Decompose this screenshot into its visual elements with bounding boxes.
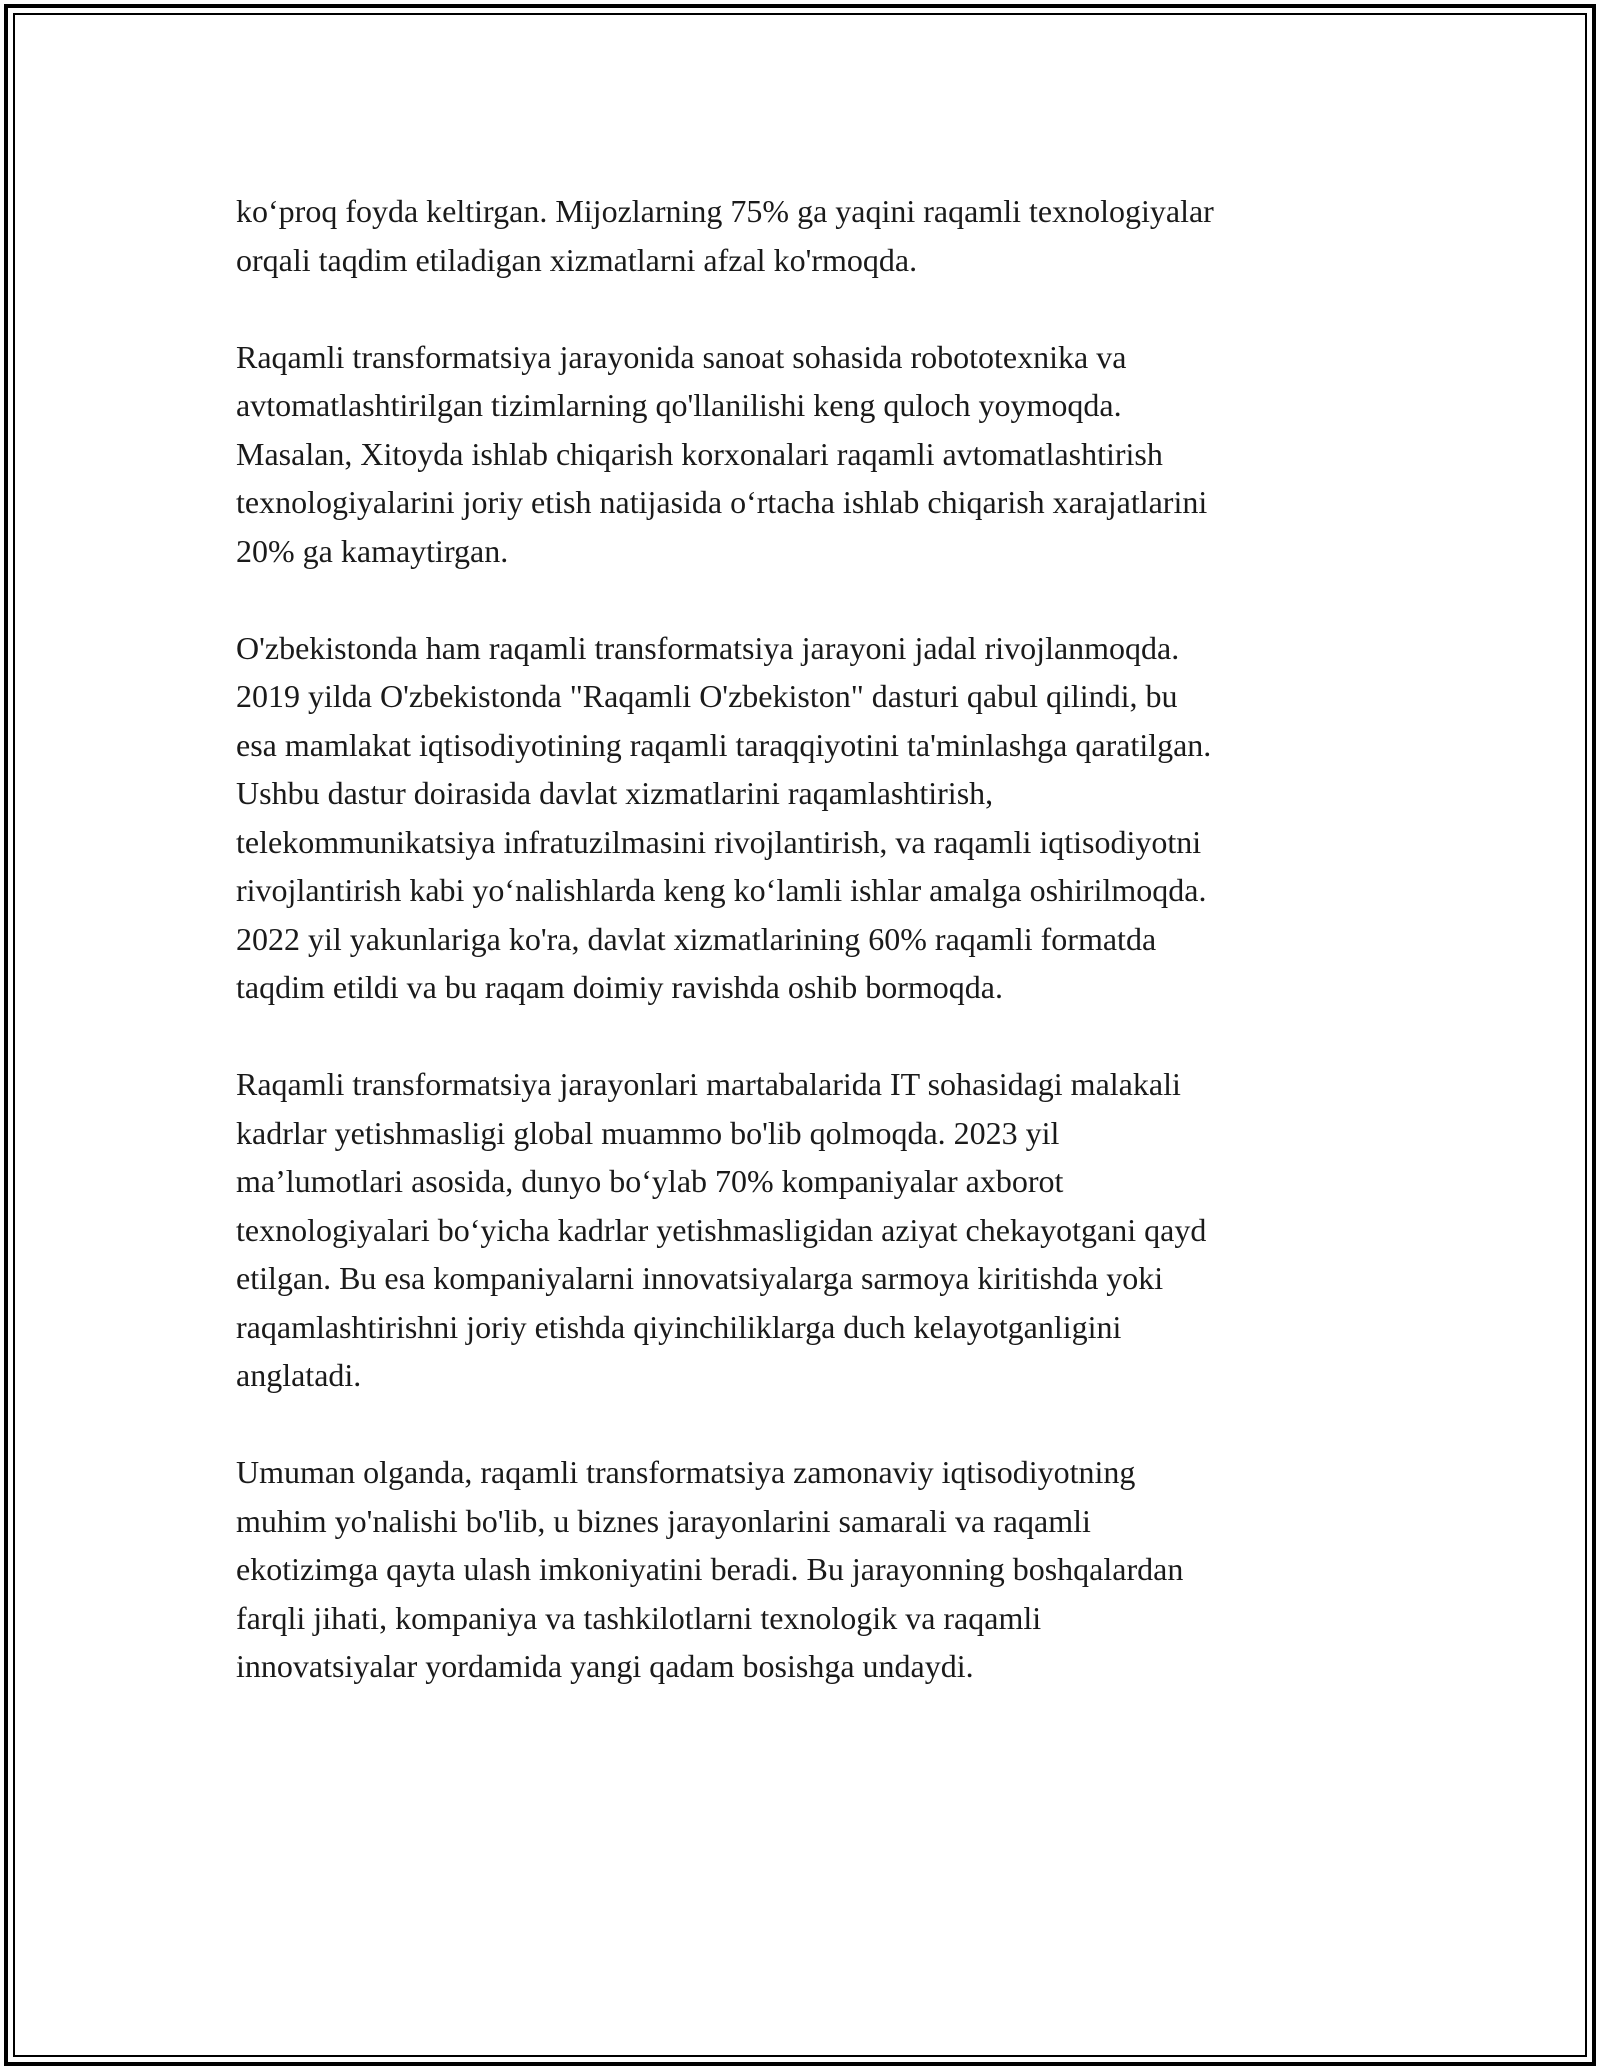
text-line: Raqamli transformatsiya jarayonida sanoat sohasida robototexnika va <box>236 338 1127 375</box>
paragraph <box>236 624 1376 1012</box>
text-line: avtomatlashtirilgan tizimlarning qo'llanilishi keng quloch yoymoqda. <box>236 387 1122 423</box>
text-line: texnologiyalari bo‘yicha kadrlar yetishmasligidan aziyat chekayotgani qayd <box>236 1211 1207 1248</box>
text-line: ko‘proq foyda keltirgan. Mijozlarning 75% ga yaqini raqamli texnologiyalar <box>236 193 1214 229</box>
text-line: telekommunikatsiya infratuzilmasini rivojlantirish, va raqamli iqtisodiyotni <box>236 823 1202 860</box>
text-line: Umuman olganda, raqamli transformatsiya zamonaviy iqtisodiyotning <box>236 1454 1136 1490</box>
text-line: innovatsiyalar yordamida yangi qadam bosishga undaydi. <box>236 1648 974 1684</box>
paragraph <box>236 333 1376 576</box>
text-line: raqamlashtirishni joriy etishda qiyinchiliklarga duch kelayotganligini <box>236 1308 1122 1345</box>
text-line: farqli jihati, kompaniya va tashkilotlarni texnologik va raqamli <box>236 1599 1042 1636</box>
text-line: rivojlantirish kabi yo‘nalishlarda keng ko‘lamli ishlar amalga oshirilmoqda. <box>236 872 1207 908</box>
text-line: taqdim etildi va bu raqam doimiy ravishda oshib bormoqda. <box>236 969 1003 1005</box>
paragraph <box>236 1448 1376 1691</box>
text-line: ma’lumotlari asosida, dunyo bo‘ylab 70% kompaniyalar axborot <box>236 1163 1064 1199</box>
text-line: 2022 yil yakunlariga ko'ra, davlat xizmatlarining 60% raqamli formatda <box>236 920 1157 957</box>
text-line: ekotizimga qayta ulash imkoniyatini beradi. Bu jarayonning boshqalardan <box>236 1551 1184 1587</box>
text-line: etilgan. Bu esa kompaniyalarni innovatsiyalarga sarmoya kiritishda yoki <box>236 1260 1164 1296</box>
text-line: 20% ga kamaytirgan. <box>236 532 509 569</box>
text-line: Ushbu dastur doirasida davlat xizmatlarini raqamlashtirish, <box>236 775 994 811</box>
text-line: texnologiyalarini joriy etish natijasida o‘rtacha ishlab chiqarish xarajatlarini <box>236 484 1208 520</box>
text-line: esa mamlakat iqtisodiyotining raqamli taraqqiyotini ta'minlashga qaratilgan. <box>236 726 1212 763</box>
text-line: O'zbekistonda ham raqamli transformatsiya jarayoni jadal rivojlanmoqda. <box>236 629 1180 666</box>
text-line: orqali taqdim etiladigan xizmatlarni afzal ko'rmoqda. <box>236 241 918 278</box>
text-line: muhim yo'nalishi bo'lib, u biznes jarayonlarini samarali va raqamli <box>236 1502 1091 1539</box>
text-line: 2019 yilda O'zbekistonda "Raqamli O'zbekiston" dasturi qabul qilindi, bu <box>236 678 1178 714</box>
text-line: Raqamli transformatsiya jarayonlari martabalarida IT sohasidagi malakali <box>236 1066 1181 1102</box>
document-body <box>236 187 1376 1739</box>
text-line: Masalan, Xitoyda ishlab chiqarish korxonalari raqamli avtomatlashtirish <box>236 435 1163 472</box>
text-line: anglatadi. <box>236 1357 362 1393</box>
paragraph <box>236 187 1376 284</box>
paragraph <box>236 1060 1376 1400</box>
text-line: kadrlar yetishmasligi global muammo bo'lib qolmoqda. 2023 yil <box>236 1114 1060 1151</box>
